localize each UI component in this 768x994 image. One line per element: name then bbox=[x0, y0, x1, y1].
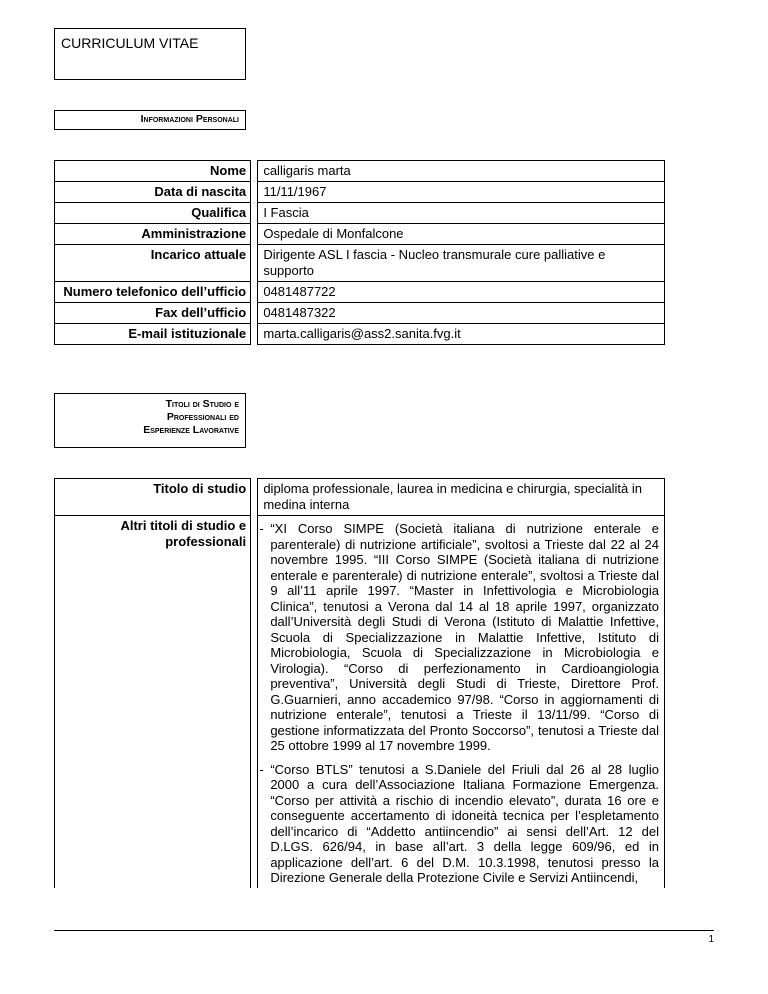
cv-title: CURRICULUM VITAE bbox=[61, 35, 199, 51]
row-label: Data di nascita bbox=[55, 182, 251, 203]
row-label: Titolo di studio bbox=[55, 479, 251, 516]
list-item bbox=[259, 761, 659, 886]
paragraph-text: “Corso BTLS” tenutosi a S.Daniele del Friuli dal 26 al 28 luglio 2000 a cura dell’Associazione Italiana Formazione Emergenza. “Corso per attività a rischio di incendio elevato”, durata 16 ore e conseguente accertamento di idoneità tecnica per l’espletamento dell’incarico di “Addetto antiincendio” ai sensi dell’Art. 12 del D.LGS. 626/94, in base all’art. 3 della legge 609/96, ed in applicazione dell’art. 6 del D.M. 10.3.1998, tenutosi presso la Direzione Generale della Protezione Civile e Servizi Antiincendi, bbox=[270, 761, 659, 885]
studies-table bbox=[54, 478, 665, 888]
row-value: calligaris marta bbox=[258, 161, 665, 182]
footer-rule bbox=[54, 930, 714, 931]
bullet-dash: - bbox=[259, 761, 264, 777]
table-row bbox=[55, 161, 665, 182]
table-row bbox=[55, 479, 665, 516]
row-label: Numero telefonico dell’ufficio bbox=[55, 282, 251, 303]
page-number: 1 bbox=[708, 934, 714, 945]
table-row bbox=[55, 182, 665, 203]
row-label: E-mail istituzionale bbox=[55, 324, 251, 345]
table-row bbox=[55, 203, 665, 224]
paragraph-text: “XI Corso SIMPE (Società italiana di nutrizione enterale e parenterale) di nutrizione artificiale”, svoltosi a Trieste dal 22 al 24 novembre 1995. “III Corso SIMPE (Società italiana di nutrizione enterale e parenterale) di nutrizione enterale”, svoltosi a Trieste dal 9 all’11 aprile 1997. “Master in Infettivologia e Microbiologia Clinica”, tenutosi a Verona dal 14 al 18 aprile 1997, organizzato dall’Università degli Studi di Verona (Istituto di Malattie Infettive, Scuola di Specializzazione in Malattie Infettive, Istituto di Microbiologia, Scuola di Specializzazione in Microbiologia e Virologia). “Corso di perfezionamento in Cardioangiologia preventiva”, Università degli Studi di Trieste, Direttore Prof. G.Guarnieri, anno accademico 97/98. “Corso in aggiornamenti di nutrizione enterale”, tenutosi a Trieste il 13/11/99. “Corso di gestione informatizzata del Pronto Soccorso”, tenutosi a Trieste dal 25 ottobre 1999 al 17 novembre 1999. bbox=[270, 521, 659, 753]
section-title-line: Titoli di Studio e bbox=[165, 398, 239, 410]
row-value: Dirigente ASL I fascia - Nucleo transmurale cure palliative e supporto bbox=[258, 245, 665, 282]
table-row bbox=[55, 516, 665, 888]
list-item bbox=[259, 521, 659, 754]
section-title-line: Esperienze Lavorative bbox=[143, 424, 239, 436]
row-value: Ospedale di Monfalcone bbox=[258, 224, 665, 245]
cv-title-box bbox=[54, 28, 246, 80]
personal-info-table bbox=[54, 160, 665, 345]
row-label: Altri titoli di studio e professionali bbox=[55, 516, 251, 888]
section-title-line: Professionali ed bbox=[166, 411, 239, 423]
row-label: Nome bbox=[55, 161, 251, 182]
table-row bbox=[55, 245, 665, 282]
row-value: marta.calligaris@ass2.sanita.fvg.it bbox=[258, 324, 665, 345]
table-row bbox=[55, 324, 665, 345]
row-value: 0481487722 bbox=[258, 282, 665, 303]
row-value: 0481487322 bbox=[258, 303, 665, 324]
table-row bbox=[55, 303, 665, 324]
row-value: diploma professionale, laurea in medicina e chirurgia, specialità in medina interna bbox=[258, 479, 665, 516]
row-label: Fax dell’ufficio bbox=[55, 303, 251, 324]
table-row bbox=[55, 282, 665, 303]
section-title-personal: Informazioni Personali bbox=[140, 113, 239, 125]
table-row bbox=[55, 224, 665, 245]
section-heading-personal bbox=[54, 110, 246, 130]
row-value bbox=[258, 516, 665, 888]
row-value: I Fascia bbox=[258, 203, 665, 224]
row-label: Incarico attuale bbox=[55, 245, 251, 282]
row-label: Qualifica bbox=[55, 203, 251, 224]
row-label: Amministrazione bbox=[55, 224, 251, 245]
row-value: 11/11/1967 bbox=[258, 182, 665, 203]
bullet-dash: - bbox=[259, 521, 264, 536]
section-heading-studies bbox=[54, 393, 246, 448]
